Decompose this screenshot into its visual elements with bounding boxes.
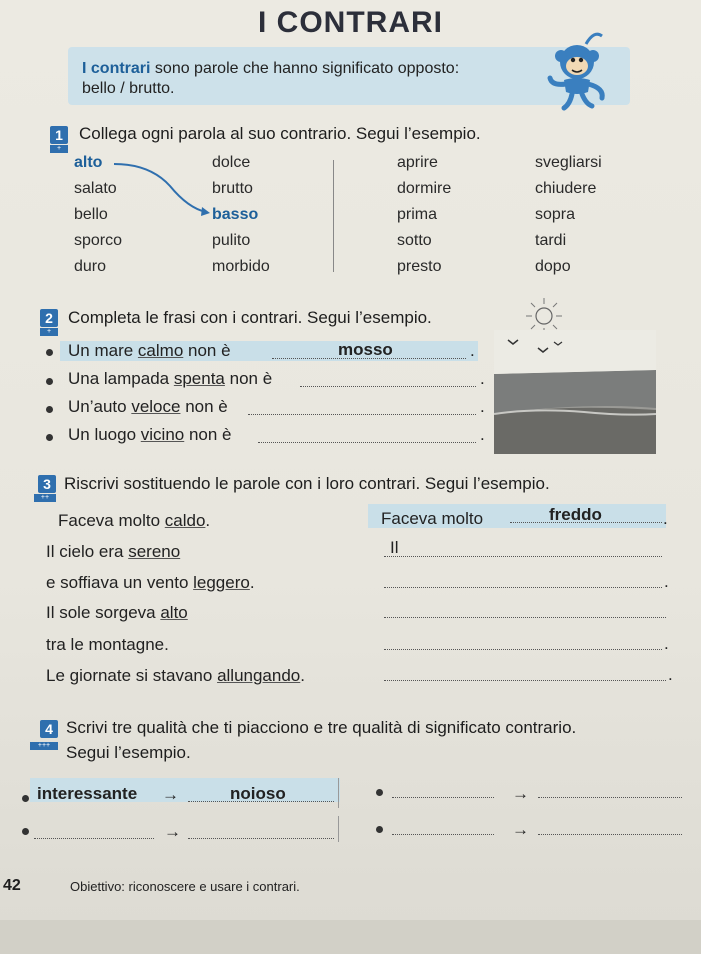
bullet	[46, 378, 53, 385]
ex1-right-word: prima	[397, 206, 438, 223]
underlined-word: alto	[160, 603, 188, 622]
exercise-2-instruction: Completa le frasi con i contrari. Segui l’esempio.	[68, 308, 432, 327]
ex1-right-word: presto	[397, 258, 442, 275]
level-badge-icon: +++	[30, 742, 58, 750]
ex1-match-word: basso	[212, 206, 259, 223]
exercise-1-instruction: Collega ogni parola al suo contrario. Segui l’esempio.	[79, 124, 481, 143]
ex4-example-word: interessante	[37, 784, 138, 803]
bullet	[22, 828, 29, 835]
arrow-icon: →	[162, 785, 179, 804]
ex1-match-word: morbido	[212, 258, 270, 275]
definition-example: bello / brutto.	[82, 80, 175, 97]
answer-line[interactable]	[300, 386, 476, 387]
bullet	[46, 349, 53, 356]
ex3-example-prefix: Faceva molto	[381, 509, 484, 528]
exercise-4-instruction-line-2: Segui l’esempio.	[66, 743, 191, 762]
underlined-word: allungando	[217, 666, 301, 685]
bullet	[22, 795, 29, 802]
answer-line[interactable]	[384, 617, 666, 618]
ex2-sentence: Un mare calmo non è	[68, 341, 231, 360]
level-badge-icon: +	[50, 145, 68, 153]
answer-line[interactable]	[392, 834, 494, 835]
underlined-word: sereno	[128, 542, 181, 561]
seaside-illustration	[494, 330, 656, 454]
exercise-4-instruction-line-1: Scrivi tre qualità che ti piacciono e tre qualità di significato contrario.	[66, 718, 577, 737]
answer-line[interactable]	[188, 838, 334, 839]
answer-line[interactable]	[392, 797, 494, 798]
ex1-match-word: brutto	[212, 180, 253, 197]
column-divider	[338, 816, 339, 842]
ex1-right-word: aprire	[397, 154, 438, 171]
ex2-sentence: Un luogo vicino non è	[68, 425, 232, 444]
column-divider	[338, 778, 339, 808]
arrow-icon: →	[512, 784, 529, 803]
underlined-word: leggero	[193, 573, 250, 592]
ex3-source-sentence: Il sole sorgeva alto	[46, 603, 188, 622]
exercise-3-number: 3	[38, 475, 56, 493]
objective-text: Obiettivo: riconoscere e usare i contrari.	[70, 879, 300, 894]
answer-line[interactable]	[384, 649, 662, 650]
ex1-right-match-word: sopra	[535, 206, 576, 223]
answer-line[interactable]	[384, 680, 666, 681]
ex2-sentence: Un’auto veloce non è	[68, 397, 228, 416]
exercise-2-number: 2	[40, 309, 58, 327]
underlined-word: caldo	[164, 511, 206, 530]
underlined-word: spenta	[173, 369, 225, 388]
exercise-1-number: 1	[50, 126, 68, 144]
workbook-page: I CONTRARI I contrari sono parole che hanno significato opposto: bello / brutto. 1 + Collega ogni parola al suo contrario. Segui l’esempio. alto salato bello sporco duro dolce brutto basso pulito morbido aprire dormire prima sotto presto svegliarsi chiudere sopra tardi dopo 2 + Completa le frasi con i contrari. Segui l’esempio. Un mare calmo non è mosso . Una lampada spenta non è . Un’auto veloce non è . Un luogo vicino non è . 3 ++ Riscrivi sostituendo le parole con i loro contrari. Segui l’esempio. Faceva molto caldo. Faceva molto freddo . Il cielo era sereno Il e soffiava un vento leggero. . Il sole sorgeva alto tra le montagne. . Le giornate si stavano allungando. . 4 +++ Scrivi tre qualità che ti piacciono e tre qualità di significato contrario. Segui l’esempio. interessante → noioso → → → 42 Obiettivo: riconoscere e usare i contrari.	[0, 0, 701, 954]
ex3-answer-prefix: Il	[390, 538, 399, 557]
ex1-left-word: salato	[74, 180, 117, 197]
underlined-word: veloce	[131, 397, 181, 416]
ex1-left-word: alto	[74, 154, 103, 171]
ex3-source-sentence: e soffiava un vento leggero.	[46, 573, 255, 592]
answer-line[interactable]	[34, 838, 154, 839]
answer-line[interactable]	[538, 797, 682, 798]
level-badge-icon: +	[40, 328, 58, 336]
column-divider	[333, 160, 334, 272]
monkey-mascot-icon	[542, 28, 612, 112]
ex1-match-word: dolce	[212, 154, 251, 171]
underlined-word: calmo	[137, 341, 184, 360]
exercise-3-instruction: Riscrivi sostituendo le parole con i loro contrari. Segui l’esempio.	[64, 474, 550, 493]
ex1-left-word: duro	[74, 258, 107, 275]
bullet	[376, 826, 383, 833]
ex1-left-word: sporco	[74, 232, 123, 249]
underlined-word: vicino	[140, 425, 185, 444]
answer-line[interactable]	[258, 442, 476, 443]
ex1-right-word: sotto	[397, 232, 432, 249]
ex1-right-word: dormire	[397, 180, 452, 197]
level-badge-icon: ++	[34, 494, 56, 502]
bullet	[376, 789, 383, 796]
page-number: 42	[3, 877, 21, 894]
bullet	[46, 406, 53, 413]
example-connector-line-icon	[110, 158, 215, 220]
answer-line[interactable]	[384, 587, 662, 588]
answer-line[interactable]	[384, 556, 662, 557]
ex1-right-match-word: dopo	[535, 258, 571, 275]
ex3-source-sentence: Le giornate si stavano allungando.	[46, 666, 305, 685]
ex3-source-sentence: tra le montagne.	[46, 635, 169, 654]
bullet	[46, 434, 53, 441]
ex2-example-answer: mosso	[338, 340, 393, 359]
ex1-match-word: pulito	[212, 232, 251, 249]
definition-term: I contrari	[82, 60, 151, 77]
ex2-sentence: Una lampada spenta non è	[68, 369, 273, 388]
ex1-right-match-word: chiudere	[535, 180, 597, 197]
ex4-example-answer: noioso	[230, 784, 286, 803]
page-edge	[0, 920, 701, 954]
answer-line[interactable]	[248, 414, 476, 415]
ex1-right-match-word: tardi	[535, 232, 567, 249]
arrow-icon: →	[512, 820, 529, 839]
page-title: I CONTRARI	[258, 6, 443, 39]
ex3-example-answer: freddo	[549, 505, 602, 524]
arrow-icon: →	[164, 822, 181, 841]
answer-line[interactable]	[538, 834, 682, 835]
exercise-4-number: 4	[40, 720, 58, 738]
ex1-right-match-word: svegliarsi	[535, 154, 602, 171]
definition-text	[82, 60, 459, 78]
ex1-left-word: bello	[74, 206, 108, 223]
ex3-source-sentence: Faceva molto caldo.	[58, 511, 211, 530]
definition-rest: sono parole che hanno significato opposto:	[150, 60, 460, 77]
ex3-source-sentence: Il cielo era sereno	[46, 542, 181, 561]
